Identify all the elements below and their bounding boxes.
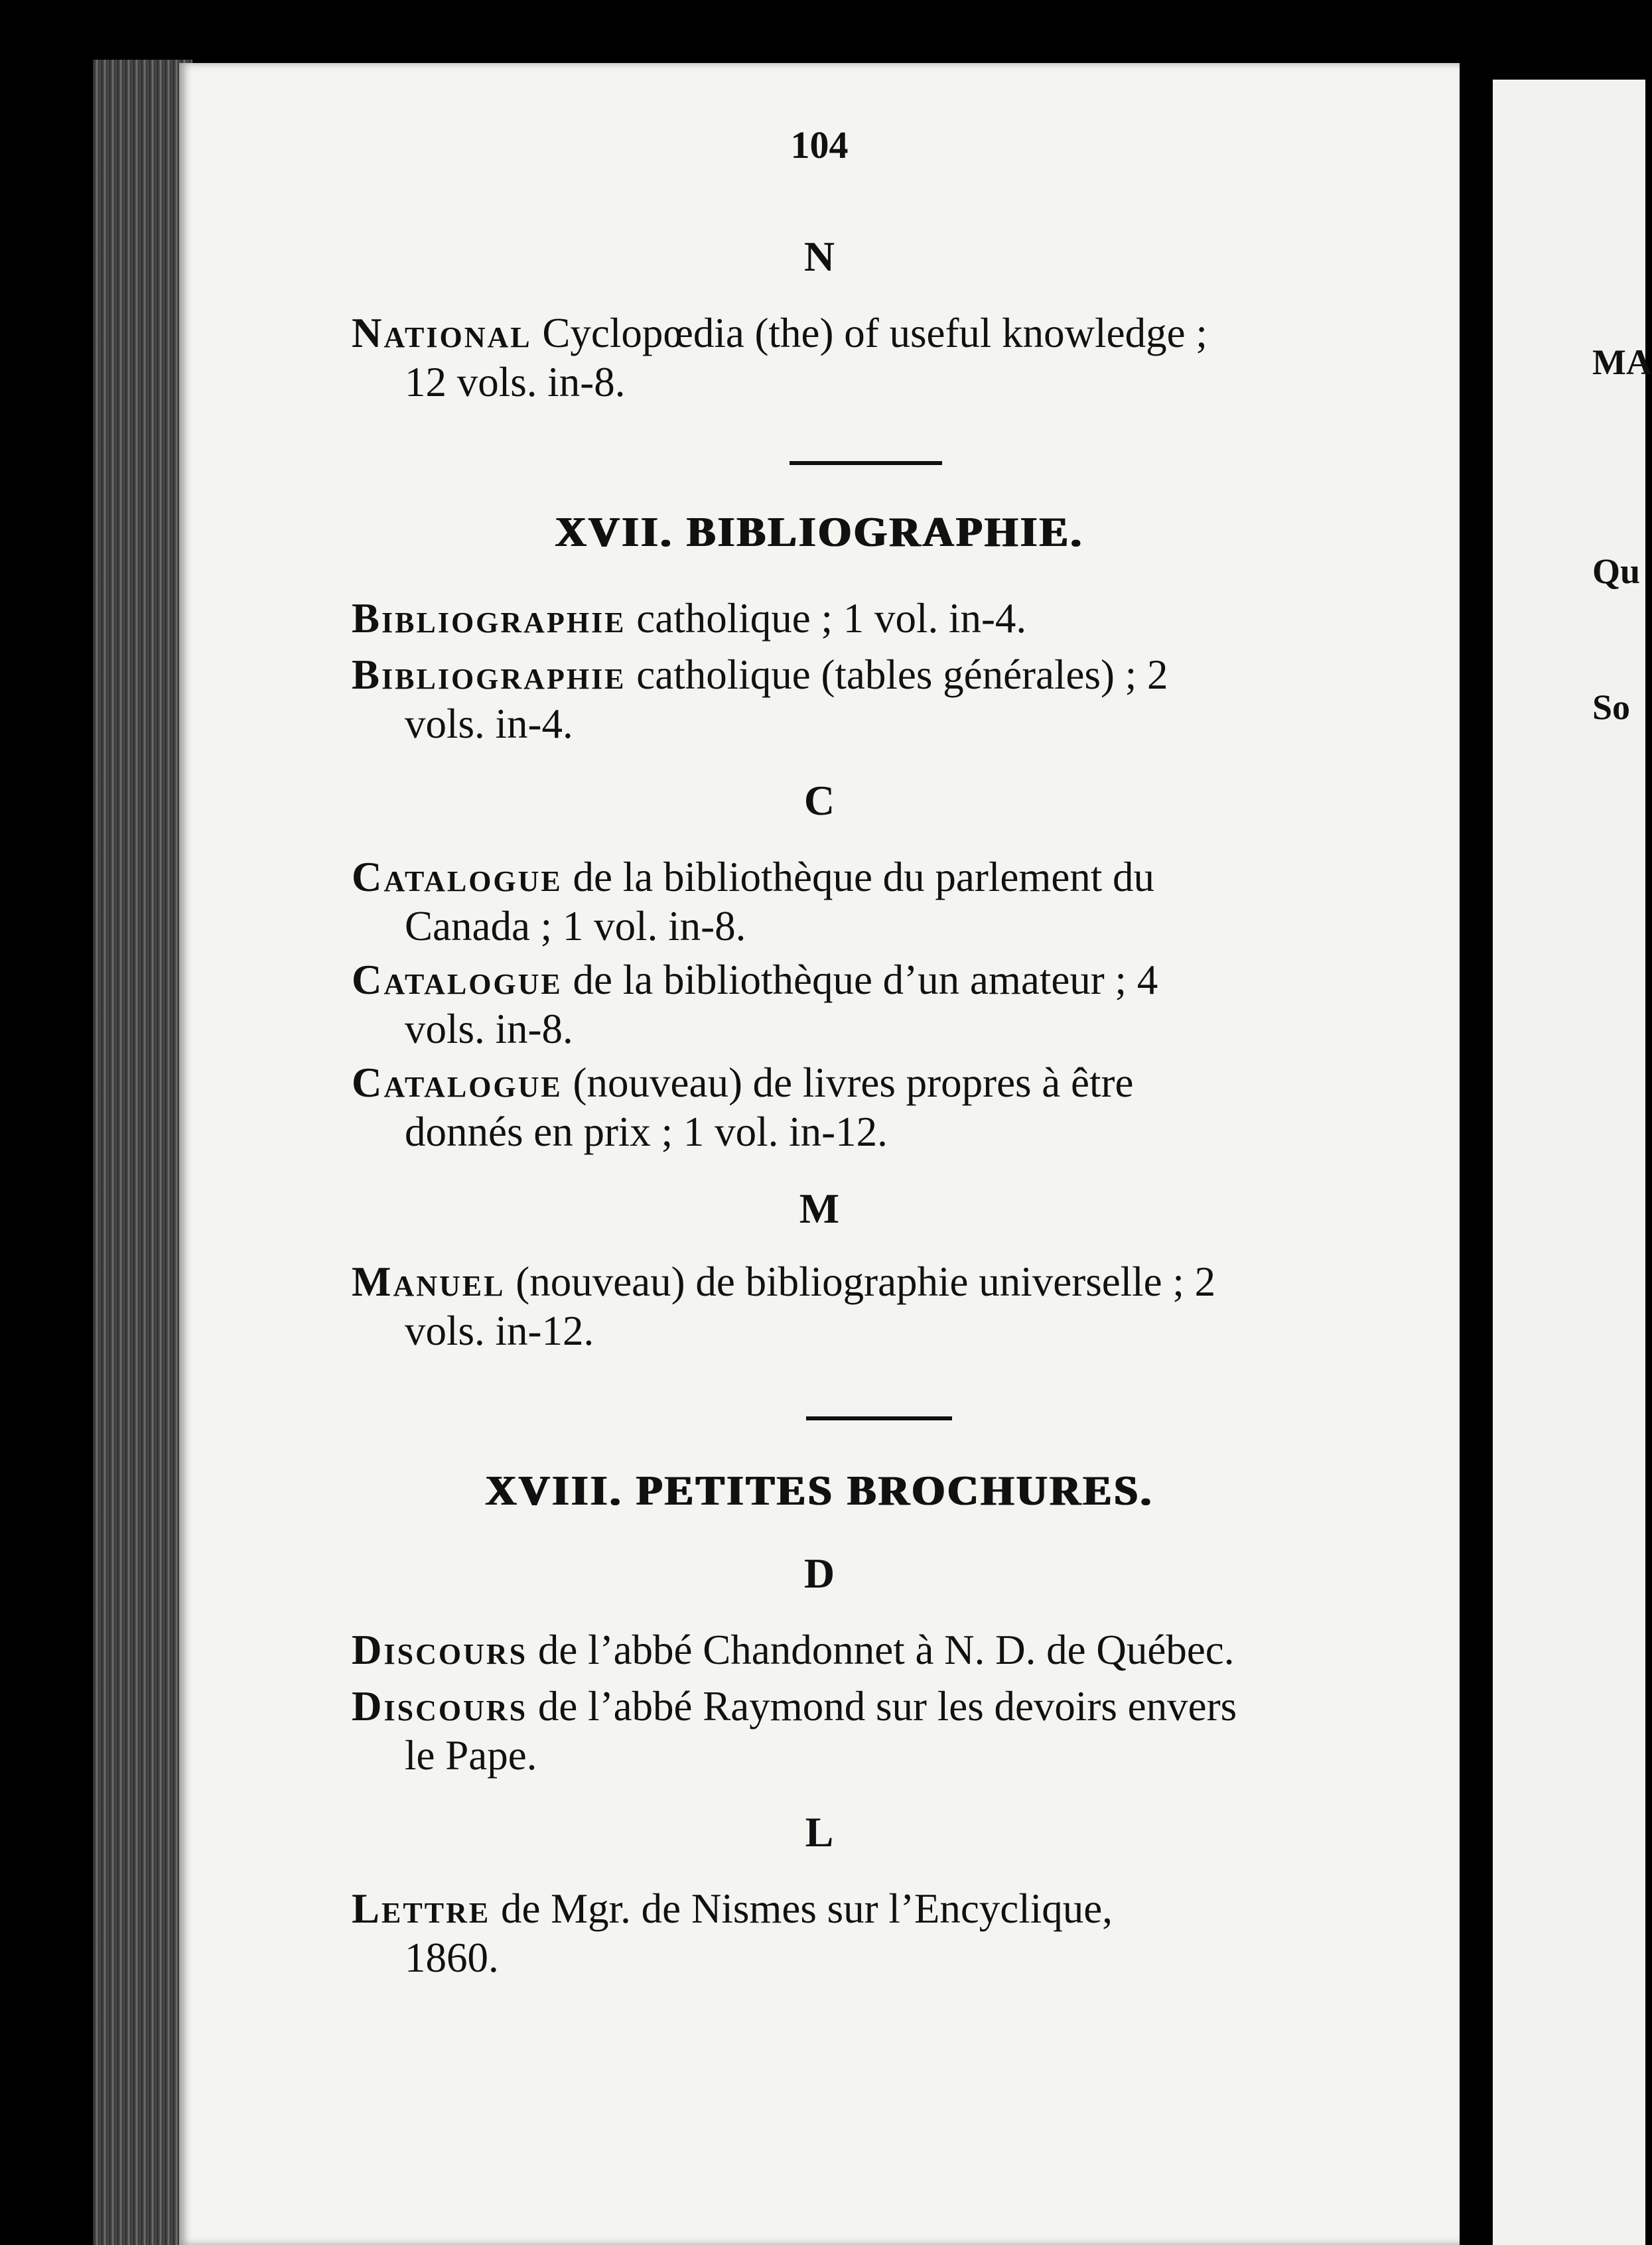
entry-continuation: vols. in-12. — [405, 1308, 594, 1355]
list-item — [352, 1058, 1579, 1157]
entry-keyword: Discours — [352, 1627, 528, 1673]
entry-keyword: Bibliographie — [352, 651, 626, 698]
entry-keyword: Lettre — [352, 1885, 491, 1932]
list-item — [352, 955, 1579, 1054]
book-page — [179, 63, 1460, 2245]
section-title-xviii: XVIII. PETITES BROCHURES. — [485, 1467, 1154, 1514]
facing-page-fragment: MA — [1592, 342, 1652, 382]
section-title-xvii: XVII. BIBLIOGRAPHIE. — [555, 508, 1084, 555]
entry-continuation: 1860. — [405, 1935, 499, 1982]
letter-heading-l: L — [805, 1808, 834, 1856]
book-page-edge — [93, 60, 192, 2245]
entry-keyword: Catalogue — [352, 957, 563, 1003]
facing-page-fragment: So — [1592, 687, 1631, 727]
entry-continuation: 12 vols. in-8. — [405, 359, 626, 406]
letter-heading-d: D — [803, 1550, 835, 1597]
entry-continuation: donnés en prix ; 1 vol. in-12. — [405, 1109, 888, 1156]
list-item — [352, 308, 1579, 407]
entry-keyword: Manuel — [352, 1259, 506, 1305]
list-item — [352, 594, 1579, 643]
entry-keyword: Bibliographie — [352, 595, 626, 642]
entry-text: de l’abbé Chandonnet à N. D. de Québec. — [527, 1627, 1235, 1673]
list-item — [352, 852, 1579, 951]
letter-heading-m: M — [799, 1185, 840, 1232]
entry-text: de la bibliothèque du parlement du — [562, 854, 1155, 900]
entry-text: catholique ; 1 vol. in-4. — [626, 595, 1027, 642]
section-rule — [806, 1416, 952, 1420]
entry-continuation: vols. in-8. — [405, 1006, 573, 1053]
entry-continuation: le Pape. — [405, 1732, 537, 1779]
entry-keyword: Discours — [352, 1683, 528, 1730]
entry-keyword: Catalogue — [352, 1059, 563, 1106]
letter-heading-n: N — [803, 233, 835, 280]
entry-text: de l’abbé Raymond sur les devoirs envers — [527, 1683, 1237, 1730]
list-item — [352, 650, 1579, 749]
entry-text: Cyclopœdia (the) of useful knowledge ; — [531, 310, 1207, 356]
entry-continuation: vols. in-4. — [405, 701, 573, 748]
entry-keyword: Catalogue — [352, 854, 563, 900]
entry-text: de la bibliothèque d’un amateur ; 4 — [562, 957, 1158, 1003]
entry-text: catholique (tables générales) ; 2 — [626, 651, 1168, 698]
list-item — [352, 1625, 1579, 1674]
list-item — [352, 1257, 1579, 1356]
entry-text: (nouveau) de livres propres à être — [562, 1059, 1134, 1106]
entry-text: de Mgr. de Nismes sur l’Encyclique, — [490, 1885, 1113, 1932]
list-item — [352, 1884, 1579, 1983]
entry-keyword: National — [352, 310, 532, 356]
section-rule — [790, 461, 942, 465]
letter-heading-c: C — [803, 777, 835, 824]
page-number: 104 — [790, 123, 849, 167]
entry-continuation: Canada ; 1 vol. in-8. — [405, 903, 746, 950]
facing-page-fragment: Qu — [1592, 551, 1641, 591]
entry-text: (nouveau) de bibliographie universelle ; 2 — [505, 1259, 1216, 1305]
list-item — [352, 1682, 1579, 1781]
